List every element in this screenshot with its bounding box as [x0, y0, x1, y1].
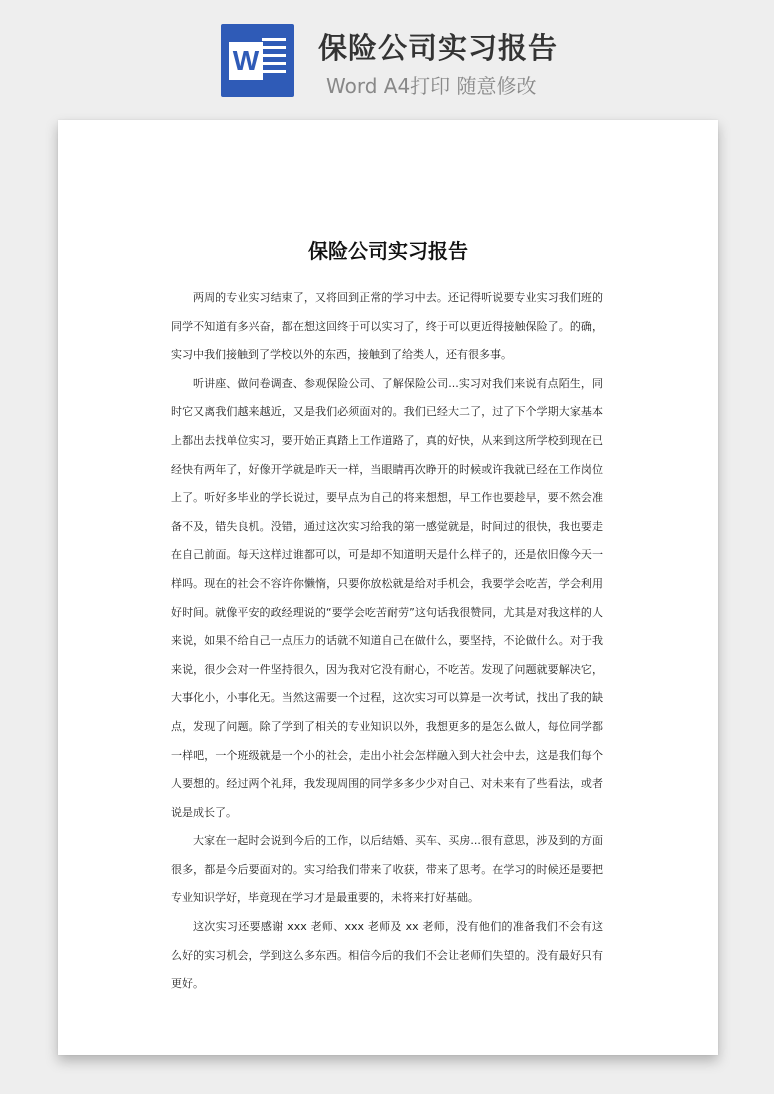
- document-page: [58, 120, 718, 1055]
- word-icon-lines: [262, 38, 286, 78]
- word-icon-letter: W: [229, 42, 263, 80]
- header-banner: [0, 0, 774, 110]
- paragraph: 这次实习还要感谢 xxx 老师、xxx 老师及 xx 老师，没有他们的准备我们不会有这么好的实习机会，学到这么多东西。相信今后的我们不会让老师们失望的。没有最好只有更好。: [171, 920, 603, 991]
- word-document-icon: [221, 24, 294, 97]
- document-title: 保险公司实习报告: [308, 239, 468, 263]
- paragraph: 大家在一起时会说到今后的工作，以后结婚、买车、买房...很有意思，涉及到的方面很多，都是今后要面对的。实习给我们带来了收获，带来了思考。在学习的时候还是要把专业知识学好，毕竟现在学习才是最重要的，未将来打好基础。: [171, 834, 603, 905]
- document-body: [171, 284, 603, 999]
- paragraph: 两周的专业实习结束了，又将回到正常的学习中去。还记得听说要专业实习我们班的同学不知道有多兴奋，都在想这回终于可以实习了，终于可以更近得接触保险了。的确，实习中我们接触到了学校以外的东西，接触到了给类人，还有很多事。: [171, 291, 603, 362]
- header-subtitle: Word A4打印 随意修改: [326, 74, 537, 98]
- header-title: 保险公司实习报告: [318, 31, 559, 65]
- paragraph: 听讲座、做问卷调查、参观保险公司、了解保险公司...实习对我们来说有点陌生，同时它又离我们越来越近，又是我们必须面对的。我们已经大二了，过了下个学期大家基本上都出去找单位实习，要开始正真踏上工作道路了，真的好快，从来到这所学校到现在已经快有两年了，好像开学就是昨天一样，当眼睛再次睁开的时候或许我就已经在工作岗位上了。听好多毕业的学长说过，要早点为自己的将来想想，早工作也要趁早，要不然会准备不及，错失良机。没错，通过这次实习给我的第一感觉就是，时间过的很快，我也要走在自己前面。每天这样过谁都可以，可是却不知道明天是什么样子的，还是依旧像今天一样吗。现在的社会不容许你懒惰，只要你放松就是给对手机会，我要学会吃苦，学会利用好时间。就像平安的政经理说的“要学会吃苦耐劳”这句话我很赞同，尤其是对我这样的人来说，如果不给自己一点压力的话就不知道自己在做什么，要坚持，不论做什么。对于我来说，很少会对一件坚持很久，因为我对它没有耐心，不吃苦。发现了问题就要解决它，大事化小，小事化无。当然这需要一个过程，这次实习可以算是一次考试，找出了我的缺点，发现了问题。除了学到了相关的专业知识以外，我想更多的是怎么做人，每位同学都一样吧，一个班级就是一个小的社会，走出小社会怎样融入到大社会中去，这是我们每个人要想的。经过两个礼拜，我发现周围的同学多多少少对自己、对未来有了些看法，或者说是成长了。: [171, 376, 603, 819]
